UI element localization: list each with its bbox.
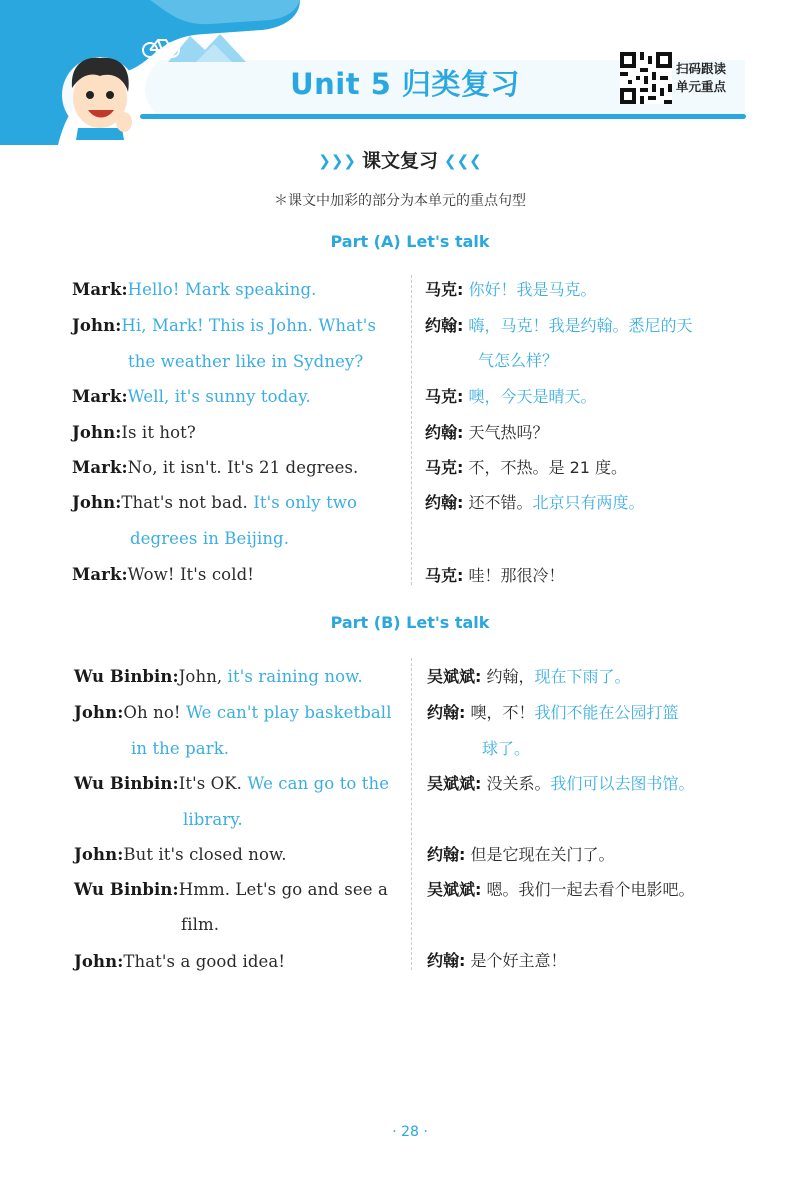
- translation-text: 是个好主意！: [470, 951, 567, 970]
- speaker-name-cn: 约翰:: [427, 845, 466, 864]
- cartoon-boy-icon: [62, 57, 138, 140]
- translation-text: 哇！那很冷！: [468, 566, 565, 585]
- translation-line: [425, 455, 627, 478]
- line-text-highlight: it's raining now.: [227, 667, 363, 686]
- speaker-name: John:: [74, 703, 124, 722]
- translation-line-cont: [478, 348, 558, 371]
- speaker-name-cn: 约翰:: [427, 951, 466, 970]
- speaker-name: Wu Binbin:: [74, 667, 179, 686]
- translation-text: 噢，今天是晴天。: [468, 387, 597, 406]
- translation-text: 噢，不！: [470, 703, 535, 722]
- section-heading-text: 课文复习: [361, 150, 438, 172]
- speaker-name-cn: 约翰:: [425, 423, 464, 442]
- dialogue-line-cont: [181, 915, 219, 934]
- line-text: Oh no!: [123, 703, 181, 722]
- line-text: Hello! Mark speaking.: [127, 280, 317, 299]
- line-text: the weather like in Sydney?: [128, 352, 364, 371]
- arrows-left-icon: ❮❮❮: [444, 152, 482, 170]
- line-text: Hi, Mark! This is John. What's: [121, 316, 377, 335]
- line-text: Wow! It's cold!: [127, 565, 254, 584]
- dialogue-line-cont: [183, 810, 243, 829]
- translation-line-cont: [482, 736, 530, 759]
- line-text: film.: [181, 915, 220, 934]
- translation-line: [425, 490, 645, 513]
- translation-text: 气怎么样？: [478, 351, 559, 370]
- translation-text-highlight: 北京只有两度。: [532, 493, 645, 512]
- translation-text: 没关系。: [486, 774, 551, 793]
- translation-line: [427, 877, 695, 900]
- dialogue-line-cont: [130, 529, 289, 548]
- unit-title: Unit 5 归类复习: [290, 67, 520, 101]
- dialogue-line: [74, 880, 388, 899]
- line-text: That's not bad.: [121, 493, 248, 512]
- translation-line: [425, 420, 549, 443]
- speaker-name: John:: [72, 423, 122, 442]
- speaker-name: John:: [74, 952, 124, 971]
- arrows-right-icon: ❯❯❯: [318, 152, 356, 170]
- qr-label-line1: 扫码跟读: [676, 61, 727, 76]
- translation-line: [425, 563, 565, 586]
- dialogue-line: [72, 565, 254, 584]
- line-text: Well, it's sunny today.: [127, 387, 311, 406]
- translation-line: [427, 700, 679, 723]
- line-text: Hmm. Let's go and see a: [178, 880, 388, 899]
- line-text-highlight: We can go to the: [247, 774, 390, 793]
- highlight-note: ＊课文中加彩的部分为本单元的重点句型: [274, 193, 526, 209]
- speaker-name: Mark:: [72, 280, 128, 299]
- speaker-name: Wu Binbin:: [74, 880, 179, 899]
- speaker-name-cn: 吴斌斌:: [427, 880, 482, 899]
- translation-line: [427, 771, 695, 794]
- translation-text: 约翰，: [486, 667, 535, 686]
- qr-label: [676, 60, 746, 96]
- dialogue-line: [74, 774, 389, 793]
- line-text: John,: [178, 667, 223, 686]
- dialogue-line: [74, 667, 363, 686]
- translation-text: 不，不热。是 21 度。: [468, 458, 628, 477]
- page-number: · 28 ·: [392, 1124, 428, 1140]
- line-text: But it's closed now.: [123, 845, 287, 864]
- speaker-name-cn: 约翰:: [425, 493, 464, 512]
- qr-code-icon[interactable]: [620, 52, 672, 104]
- speaker-name-cn: 马克:: [425, 387, 464, 406]
- dialogue-line-cont: [131, 739, 229, 758]
- dialogue-line: [72, 280, 317, 299]
- line-text-highlight: It's only two: [253, 493, 358, 512]
- line-text: That's a good idea!: [123, 952, 286, 971]
- translation-text: 天气热吗？: [468, 423, 549, 442]
- part-a-title: Part (A) Let's talk: [330, 232, 490, 251]
- part-b-title: Part (B) Let's talk: [330, 613, 490, 632]
- translation-text-highlight: 我们不能在公园打篮: [534, 703, 679, 722]
- dialogue-line: [74, 952, 285, 971]
- speaker-name-cn: 吴斌斌:: [427, 774, 482, 793]
- translation-text-highlight: 现在下雨了。: [534, 667, 631, 686]
- translation-text-highlight: 我们可以去图书馆。: [550, 774, 695, 793]
- speaker-name: Mark:: [72, 387, 128, 406]
- dialogue-line: [72, 423, 196, 442]
- speaker-name-cn: 约翰:: [425, 316, 464, 335]
- translation-text: 但是它现在关门了。: [470, 845, 615, 864]
- translation-line: [427, 842, 615, 865]
- translation-text: 嗯。我们一起去看个电影吧。: [486, 880, 695, 899]
- line-text: Is it hot?: [121, 423, 196, 442]
- dialogue-line: [72, 316, 376, 335]
- translation-line: [425, 277, 597, 300]
- speaker-name-cn: 约翰:: [427, 703, 466, 722]
- speaker-name: John:: [74, 845, 124, 864]
- speaker-name: Wu Binbin:: [74, 774, 179, 793]
- dialogue-line: [74, 845, 287, 864]
- translation-line: [427, 948, 567, 971]
- translation-text: 你好！我是马克。: [468, 280, 597, 299]
- speaker-name-cn: 马克:: [425, 458, 464, 477]
- line-text: degrees in Beijing.: [130, 529, 290, 548]
- speaker-name: Mark:: [72, 458, 128, 477]
- column-divider-b: [411, 658, 412, 970]
- translation-text: 还不错。: [468, 493, 533, 512]
- translation-line: [425, 313, 693, 336]
- dialogue-line: [74, 703, 392, 722]
- speaker-name-cn: 马克:: [425, 566, 464, 585]
- line-text: library.: [183, 810, 243, 829]
- dialogue-line-cont: [128, 352, 363, 371]
- translation-text: 嗨，马克！我是约翰。悉尼的天: [468, 316, 693, 335]
- dialogue-line: [72, 493, 357, 512]
- speaker-name: John:: [72, 493, 122, 512]
- column-divider-a: [411, 275, 412, 585]
- line-text: No, it isn't. It's 21 degrees.: [127, 458, 359, 477]
- line-text-highlight: We can't play basketball: [185, 703, 392, 722]
- line-text: in the park.: [131, 739, 230, 758]
- qr-label-line2: 单元重点: [676, 79, 727, 94]
- translation-line: [427, 664, 631, 687]
- speaker-name-cn: 吴斌斌:: [427, 667, 482, 686]
- section-heading: [0, 146, 800, 173]
- speaker-name: John:: [72, 316, 122, 335]
- translation-line: [425, 384, 597, 407]
- dialogue-line: [72, 387, 311, 406]
- speaker-name-cn: 马克:: [425, 280, 464, 299]
- line-text: It's OK.: [178, 774, 243, 793]
- dialogue-line: [72, 458, 358, 477]
- translation-text: 球了。: [482, 739, 531, 758]
- speaker-name: Mark:: [72, 565, 128, 584]
